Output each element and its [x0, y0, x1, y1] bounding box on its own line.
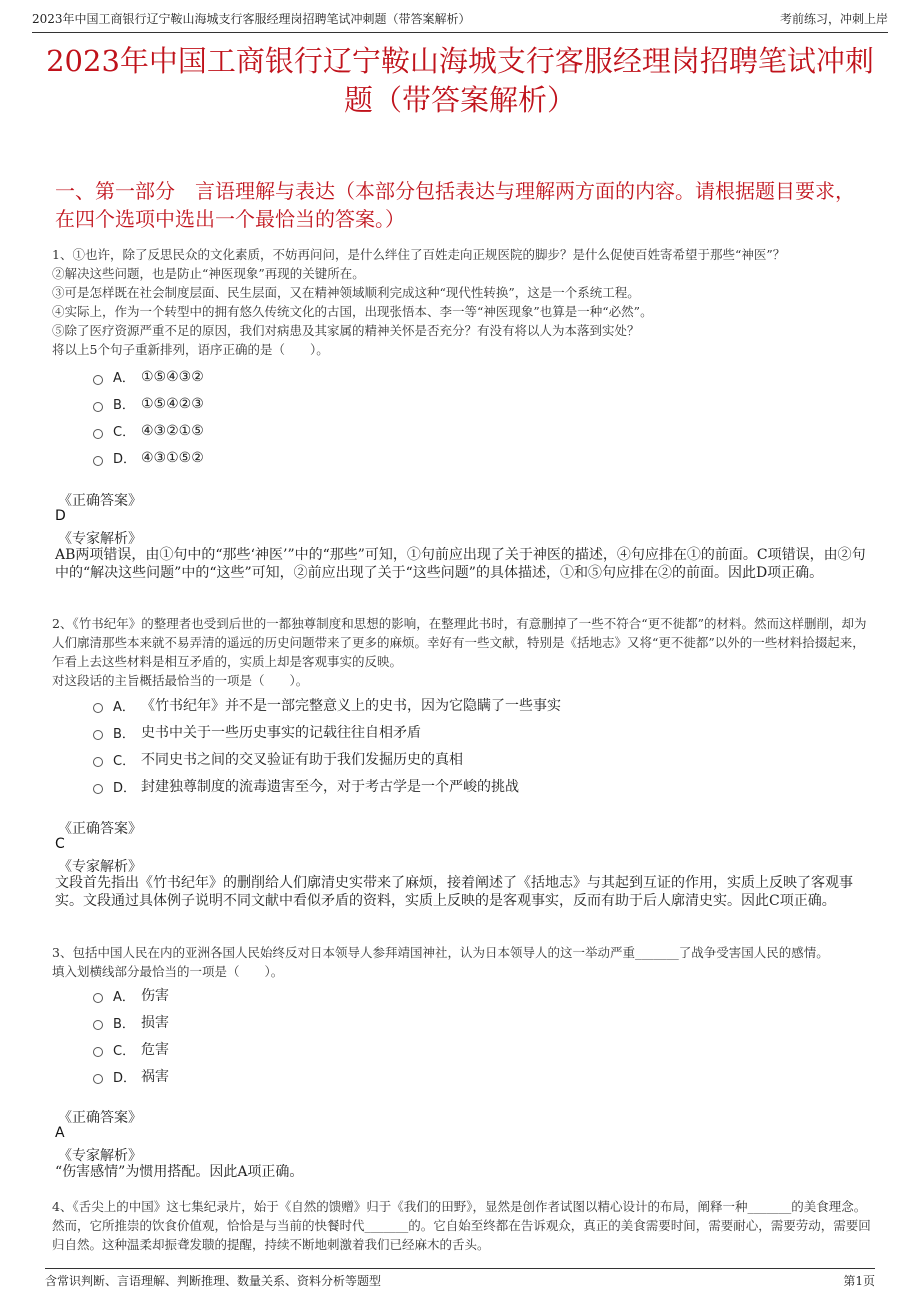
option-letter: C． — [113, 1043, 136, 1059]
radio-icon[interactable] — [93, 402, 103, 412]
question-line: 2、《竹书纪年》的整理者也受到后世的一都独尊制度和思想的影响，在整理此书时，有意删掉了一些不符合“更不徙都”的材料。然而这样删削，却为人们廓清那些本来就不易弄清的遥远的历史问题带来了更多的麻烦。幸好有一些文献，特别是《括地志》又将“更不徙都”以外的一些材料拾掇起来，乍看上去这些材料是相互矛盾的，实质上却是客观事实的反映。 — [52, 616, 867, 669]
option-text: 封建独尊制度的流毒遗害至今，对于考古学是一个严峻的挑战 — [141, 779, 519, 795]
option-letter: C． — [113, 425, 136, 440]
radio-icon[interactable] — [93, 1020, 103, 1030]
q2-option-d[interactable] — [93, 776, 519, 796]
option-letter: B． — [113, 1016, 135, 1032]
radio-icon[interactable] — [93, 1074, 103, 1084]
question-line: 1、①也许，除了反思民众的文化素质，不妨再问问，是什么绊住了百姓走向正规医院的脚步？是什么促使百姓寄希望于那些“神医”？ — [52, 247, 786, 262]
analysis-text: “伤害感情”为惯用搭配。因此A项正确。 — [55, 1164, 304, 1180]
radio-icon[interactable] — [93, 429, 103, 439]
radio-icon[interactable] — [93, 784, 103, 794]
answer-label: 《正确答案》 — [58, 821, 142, 837]
q3-option-c[interactable] — [93, 1039, 169, 1059]
option-letter: B． — [113, 726, 135, 742]
option-text: 损害 — [141, 1015, 169, 1031]
option-letter: D． — [113, 1070, 137, 1086]
q3-option-b[interactable] — [93, 1012, 169, 1032]
answer-label: 《正确答案》 — [58, 493, 142, 509]
option-letter: D． — [113, 452, 137, 467]
section-heading: 一、第一部分 言语理解与表达（本部分包括表达与理解两方面的内容。请根据题目要求，在四个选项中选出一个最恰当的答案。） — [55, 179, 855, 231]
analysis-label: 《专家解析》 — [58, 531, 142, 547]
q1-option-d[interactable] — [93, 448, 204, 467]
option-text: ①⑤④②③ — [141, 395, 204, 412]
option-text: 危害 — [141, 1042, 169, 1058]
analysis-text: 文段首先指出《竹书纪年》的删削给人们廓清史实带来了麻烦，接着阐述了《括地志》与其起到互证的作用，实质上反映了客观事实。文段通过具体例子说明不同文献中看似矛盾的资料，实质上反映的是客观事实，反而有助于后人廓清史实。因此C项正确。 — [55, 875, 853, 909]
header-slogan: 考前练习，冲刺上岸 — [779, 12, 888, 26]
question-line: ④实际上，作为一个转型中的拥有悠久传统文化的古国，出现张悟本、李一等“神医现象”也算是一种“必然”。 — [52, 304, 653, 319]
analysis-text: AB两项错误，由①句中的“那些‘神医’”中的“那些”可知，①句前应出现了关于神医的描述，④句应排在①的前面。C项错误，由②句中的“解决这些问题”中的“这些”可知，②前应出现了关于“这些问题”的具体描述，①和⑤句应排在②的前面。因此D项正确。 — [55, 547, 866, 581]
radio-icon[interactable] — [93, 456, 103, 466]
option-text: 伤害 — [141, 988, 169, 1004]
question-line: ②解决这些问题，也是防止“神医现象”再现的关键所在。 — [52, 266, 365, 281]
answer-label: 《正确答案》 — [58, 1110, 142, 1126]
correct-answer: A — [55, 1125, 65, 1141]
page-footer — [45, 1268, 875, 1289]
question-line: 将以上5个句子重新排列，语序正确的是（ ）。 — [52, 342, 329, 357]
question-line: 填入划横线部分最恰当的一项是（ ）。 — [52, 964, 284, 979]
radio-icon[interactable] — [93, 375, 103, 385]
q3-option-d[interactable] — [93, 1066, 169, 1086]
option-letter: A． — [113, 371, 135, 386]
correct-answer: C — [55, 836, 65, 852]
radio-icon[interactable] — [93, 1047, 103, 1057]
question-line: ⑤除了医疗资源严重不足的原因，我们对病患及其家属的精神关怀是否充分？有没有将以人为本落到实处？ — [52, 323, 640, 338]
option-text: 不同史书之间的交叉验证有助于我们发掘历史的真相 — [141, 752, 463, 768]
option-letter: A． — [113, 699, 135, 715]
q1-option-c[interactable] — [93, 421, 204, 440]
correct-answer: D — [55, 508, 66, 524]
question-2-stem — [52, 614, 875, 690]
question-3-stem — [52, 943, 875, 981]
option-text: ①⑤④③② — [141, 368, 204, 385]
analysis-label: 《专家解析》 — [58, 859, 142, 875]
footer-description: 含常识判断、言语理解、判断推理、数量关系、资料分析等题型 — [45, 1274, 382, 1288]
question-1-stem — [52, 245, 875, 359]
q2-option-b[interactable] — [93, 722, 421, 742]
page-header — [32, 10, 888, 33]
question-line: 4、《舌尖上的中国》这七集纪录片，始于《自然的馈赠》归于《我们的田野》，显然是创作者试图以精心设计的布局，阐释一种_______的美食理念。然而，它所推崇的饮食价值观，恰恰是与当前的快餐时代_______的。它自始至终都在告诉观众，真正的美食需要时间，需要耐心，需要劳动，需要回归自然。这种温柔却振聋发聩的提醒，持续不断地刺激着我们已经麻木的舌头。 — [52, 1199, 871, 1252]
q2-option-a[interactable] — [93, 695, 561, 715]
header-doc-title: 2023年中国工商银行辽宁鞍山海城支行客服经理岗招聘笔试冲刺题（带答案解析） — [32, 12, 471, 26]
option-text: 《竹书纪年》并不是一部完整意义上的史书，因为它隐瞒了一些事实 — [141, 698, 561, 714]
option-letter: B． — [113, 398, 135, 413]
question-line: 对这段话的主旨概括最恰当的一项是（ ）。 — [52, 673, 309, 688]
radio-icon[interactable] — [93, 730, 103, 740]
option-text: ④③①⑤② — [141, 449, 204, 466]
q1-option-b[interactable] — [93, 394, 204, 413]
radio-icon[interactable] — [93, 703, 103, 713]
option-text: 史书中关于一些历史事实的记载往往自相矛盾 — [141, 725, 421, 741]
question-line: ③可是怎样既在社会制度层面、民生层面，又在精神领域顺利完成这种“现代性转换”，这是一个系统工程。 — [52, 285, 640, 300]
radio-icon[interactable] — [93, 757, 103, 767]
option-letter: D． — [113, 780, 137, 796]
analysis-label: 《专家解析》 — [58, 1148, 142, 1164]
radio-icon[interactable] — [93, 993, 103, 1003]
option-text: ④③②①⑤ — [141, 422, 204, 439]
page-number: 第1页 — [843, 1274, 875, 1288]
q2-option-c[interactable] — [93, 749, 463, 769]
question-line: 3、包括中国人民在内的亚洲各国人民始终反对日本领导人参拜靖国神社，认为日本领导人的这一举动严重_______了战争受害国人民的感情。 — [52, 945, 829, 960]
q3-option-a[interactable] — [93, 985, 169, 1005]
document-title: 2023年中国工商银行辽宁鞍山海城支行客服经理岗招聘笔试冲刺题（带答案解析） — [46, 44, 874, 117]
option-letter: C． — [113, 753, 136, 769]
q1-option-a[interactable] — [93, 367, 204, 386]
option-text: 祸害 — [141, 1069, 169, 1085]
question-4-stem — [52, 1197, 875, 1254]
option-letter: A． — [113, 989, 135, 1005]
